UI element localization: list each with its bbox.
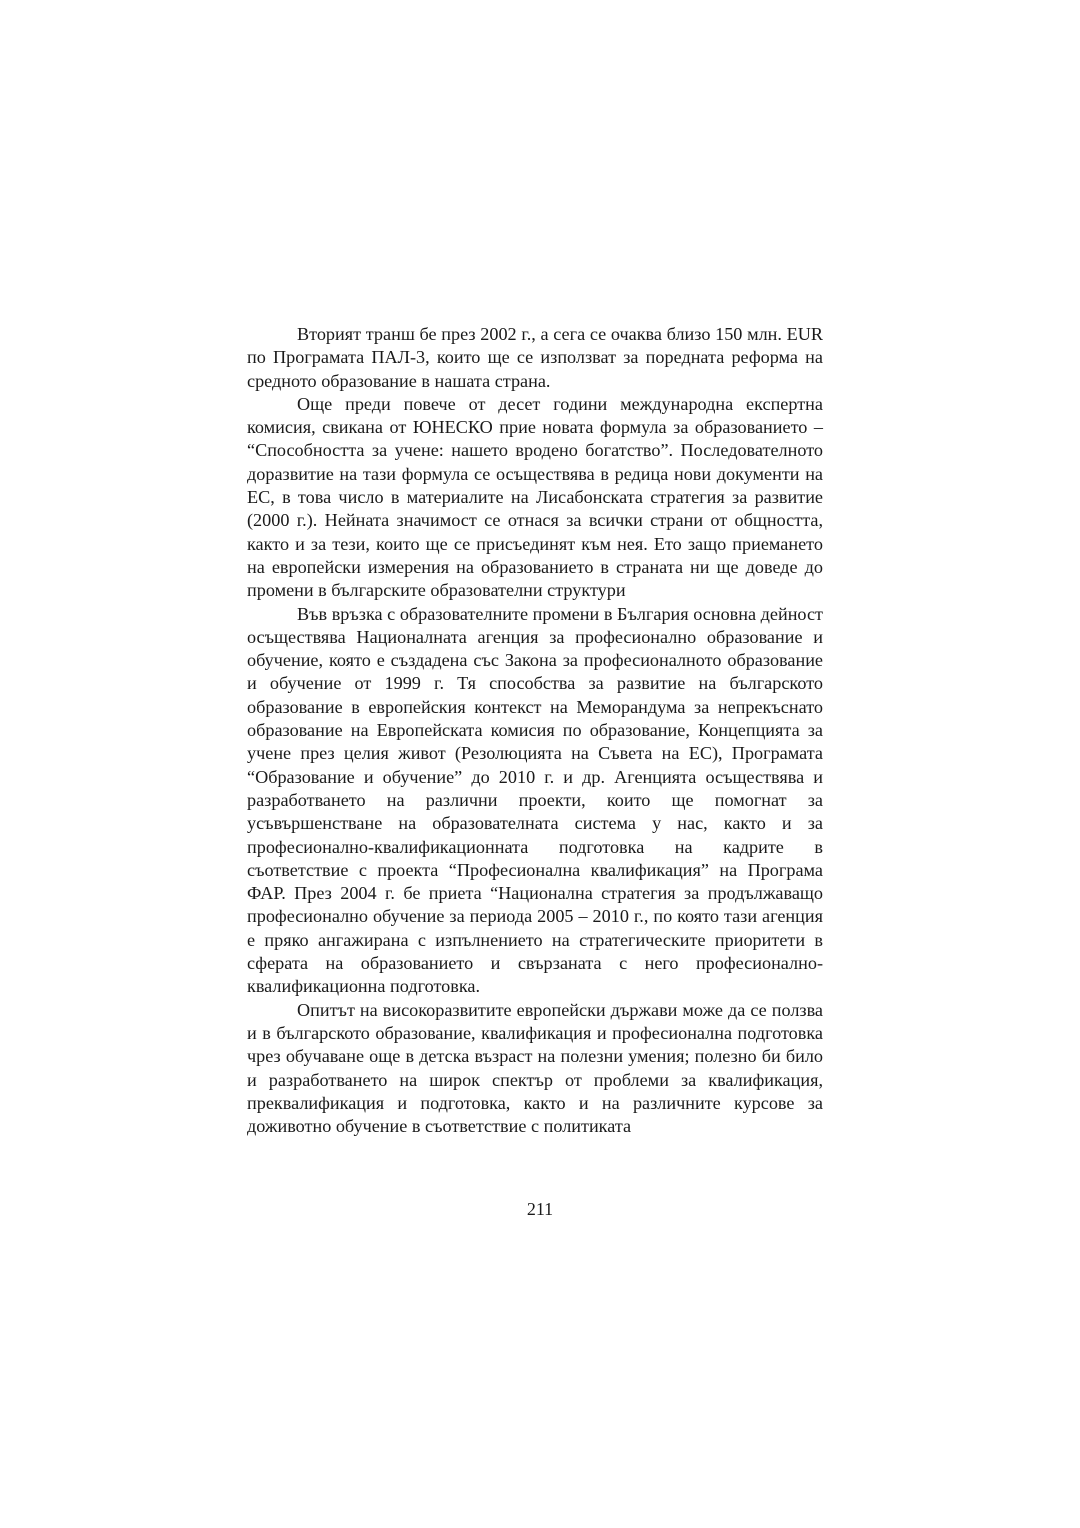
paragraph-2: Още преди повече от десет години международна експертна комисия, свикана от ЮНЕСКО прие новата формула за образованието – “Способността за учене: нашето вродено богатство”. Последователното доразвитие на тази формула се осъществява в редица нови документи на ЕС, в това число в материалите на Лисабонската стратегия за развитие (2000 г.). Нейната значимост се отнася за всички страни от общността, както и за тези, които ще се присъединят към нея. Ето защо приемането на европейски измерения на образованието в страната ни ще доведе до промени в българските образователни структури xyxy=(247,393,823,601)
paragraph-3: Във връзка с образователните промени в България основна дейност осъществява Националната агенция за професионално образование и обучение, която е създадена със Закона за професионалното образование и обучение от 1999 г. Тя способства за развитие на българското образование в европейския контекст на Меморандума за непрекъснато образование на Европейската комисия по образование, Концепцията за учене през целия живот (Резолюцията на Съвета на ЕС), Програмата “Образование и обучение” до 2010 г. и др. Агенцията осъществява и разработването на различни проекти, които ще помогнат за усъвършенстване на образователната система у нас, както и за професионално-квалификационната подготовка на кадрите в съответствие с проекта “Професионална квалификация” на Програма ФАР. През 2004 г. бе приета “Национална стратегия за продължаващо професионално обучение за периода 2005 – 2010 г., по която тази агенция е пряко ангажирана с изпълнението на стратегическите приоритети в сферата на образованието и свързаната с него професионално-квалификационна подготовка. xyxy=(247,603,823,997)
body-text xyxy=(247,323,823,1138)
page-number: 211 xyxy=(526,1199,554,1219)
paragraph-4: Опитът на високоразвитите европейски държави може да се ползва и в българското образование, квалификация и професионална подготовка чрез обучаване още в детска възраст на полезни умения; полезно би било и разработването на широк спектър от проблеми за квалификация, преквалификация и подготовка, както и на различните курсове за доживотно обучение в съответствие с политиката xyxy=(247,999,823,1137)
paragraph-1: Вторият транш бе през 2002 г., а сега се очаква близо 150 млн. EUR по Програмата ПАЛ-3, които ще се използват за поредната реформа на средното образование в нашата страна. xyxy=(247,324,823,391)
